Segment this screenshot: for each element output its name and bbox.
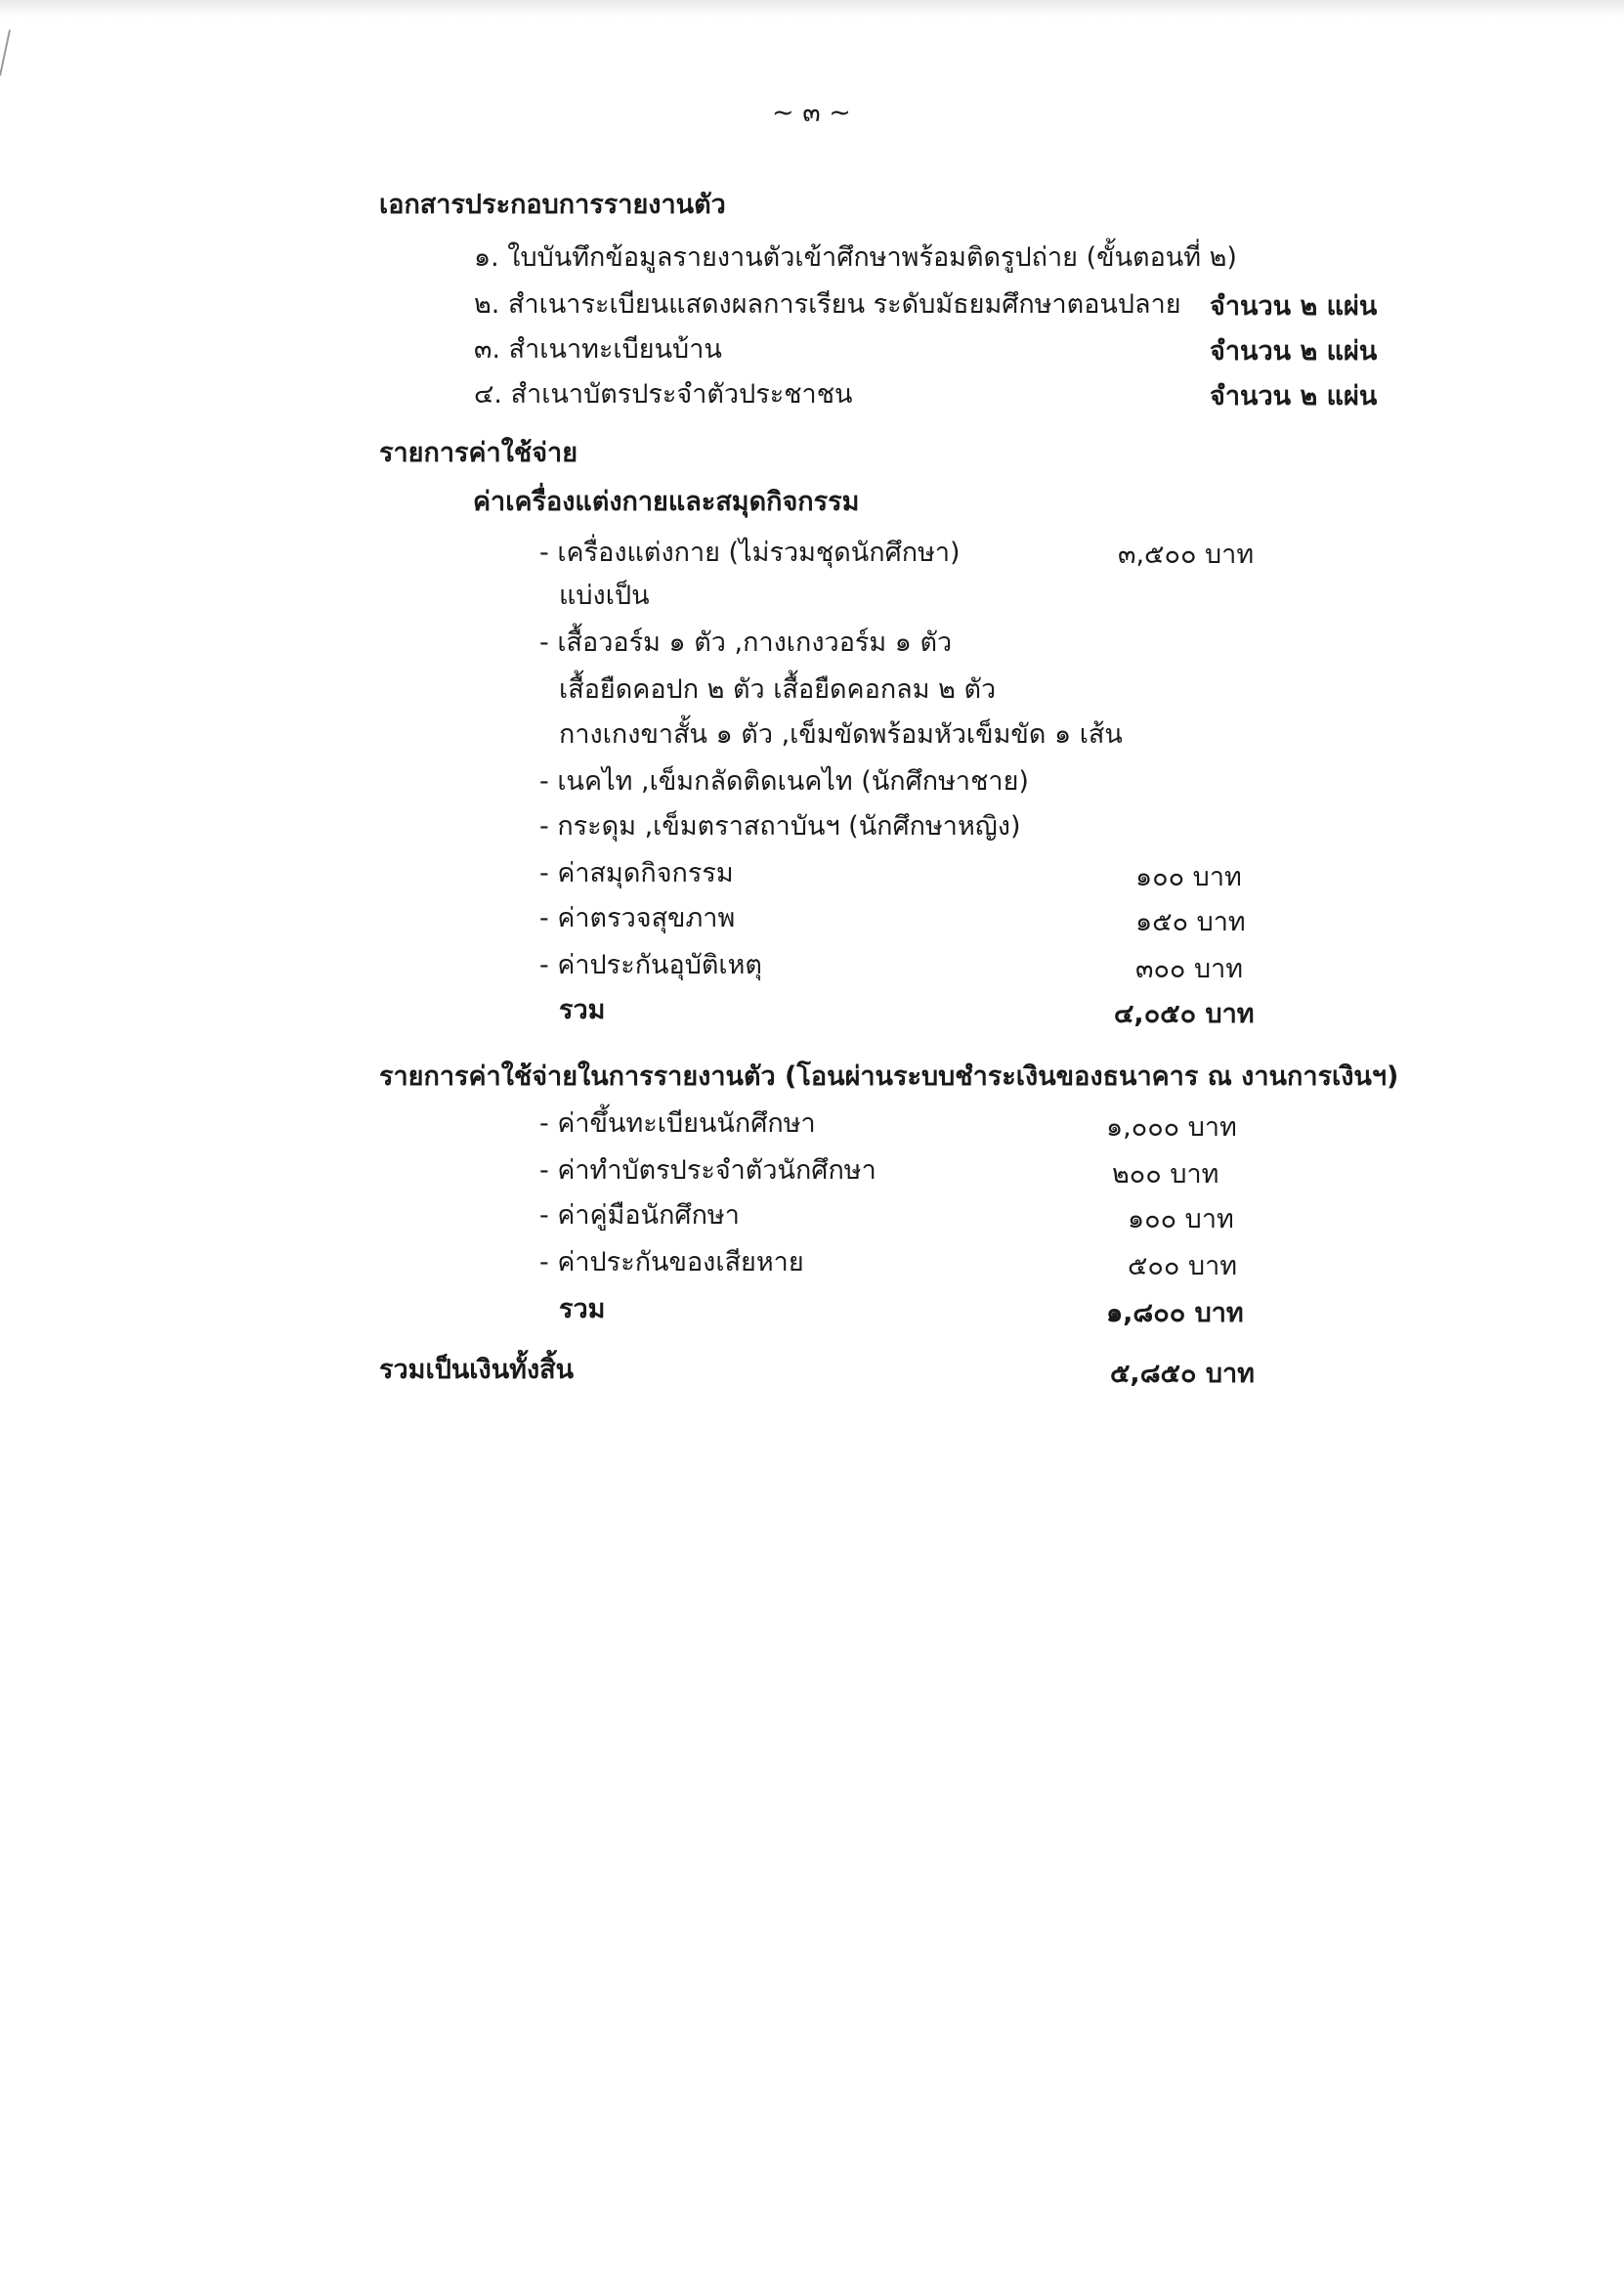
scan-mark (0, 29, 11, 75)
registration-item: - ค่าขึ้นทะเบียนนักศึกษา (539, 1108, 816, 1139)
grand-total-label: รวมเป็นเงินทั้งสิ้น (379, 1355, 575, 1385)
grand-total-amount: ๕,๘๕๐ บาท (1110, 1359, 1255, 1389)
registration-total-label: รวม (559, 1294, 606, 1324)
expense-total-label: รวม (559, 995, 606, 1025)
expense-item: - ค่าประกันอุบัติเหตุ (539, 950, 762, 980)
expense-item: - ค่าตรวจสุขภาพ (539, 903, 736, 933)
registration-heading: รายการค่าใช้จ่ายในการรายงานตัว (โอนผ่านระบบชำระเงินของธนาคาร ณ งานการเงินฯ) (379, 1061, 1399, 1092)
documents-heading: เอกสารประกอบการรายงานตัว (379, 190, 726, 220)
registration-total-amount: ๑,๘๐๐ บาท (1106, 1298, 1244, 1328)
uniform-detail-line: - กระดุม ,เข็มตราสถาบันฯ (นักศึกษาหญิง) (539, 811, 1021, 842)
document-quantity: จำนวน ๒ แผ่น (1210, 291, 1378, 322)
document-item: ๒. สำเนาระเบียนแสดงผลการเรียน ระดับมัธยมศึกษาตอนปลาย (474, 289, 1181, 320)
expense-item-uniform: - เครื่องแต่งกาย (ไม่รวมชุดนักศึกษา) (539, 538, 961, 568)
document-item: ๔. สำเนาบัตรประจำตัวประชาชน (474, 379, 853, 410)
registration-item: - ค่าประกันของเสียหาย (539, 1247, 804, 1277)
registration-amount: ๕๐๐ บาท (1128, 1251, 1238, 1281)
scan-shadow (0, 0, 1624, 18)
expense-item: - ค่าสมุดกิจกรรม (539, 858, 734, 888)
uniform-detail-line: กางเกงขาสั้น ๑ ตัว ,เข็มขัดพร้อมหัวเข็มขัด ๑ เส้น (559, 719, 1123, 750)
expense-amount: ๑๕๐ บาท (1135, 907, 1246, 937)
registration-amount: ๑๐๐ บาท (1128, 1204, 1234, 1234)
expense-total-amount: ๔,๐๕๐ บาท (1114, 999, 1255, 1029)
uniform-detail-line: - เสื้อวอร์ม ๑ ตัว ,กางเกงวอร์ม ๑ ตัว (539, 627, 953, 658)
registration-item: - ค่าทำบัตรประจำตัวนักศึกษา (539, 1155, 876, 1186)
registration-amount: ๑,๐๐๐ บาท (1106, 1112, 1237, 1143)
uniform-detail-line: - เนคไท ,เข็มกลัดติดเนคไท (นักศึกษาชาย) (539, 766, 1029, 797)
uniform-detail-line: เสื้อยืดคอปก ๒ ตัว เสื้อยืดคอกลม ๒ ตัว (559, 674, 997, 705)
divided-label: แบ่งเป็น (559, 581, 650, 611)
page-number: ~ ๓ ~ (772, 98, 851, 128)
document-item: ๑. ใบบันทึกข้อมูลรายงานตัวเข้าศึกษาพร้อมติดรูปถ่าย (ขั้นตอนที่ ๒) (474, 242, 1237, 273)
expense-amount: ๓๐๐ บาท (1135, 954, 1244, 984)
document-quantity: จำนวน ๒ แผ่น (1210, 381, 1378, 411)
document-item: ๓. สำเนาทะเบียนบ้าน (474, 334, 722, 365)
expenses-heading: รายการค่าใช้จ่าย (379, 438, 578, 468)
document-quantity: จำนวน ๒ แผ่น (1210, 336, 1378, 367)
registration-item: - ค่าคู่มือนักศึกษา (539, 1200, 740, 1231)
expenses-subheading: ค่าเครื่องแต่งกายและสมุดกิจกรรม (473, 487, 860, 517)
registration-amount: ๒๐๐ บาท (1112, 1159, 1219, 1190)
expense-amount: ๓,๕๐๐ บาท (1118, 540, 1255, 570)
expense-amount: ๑๐๐ บาท (1135, 862, 1242, 892)
